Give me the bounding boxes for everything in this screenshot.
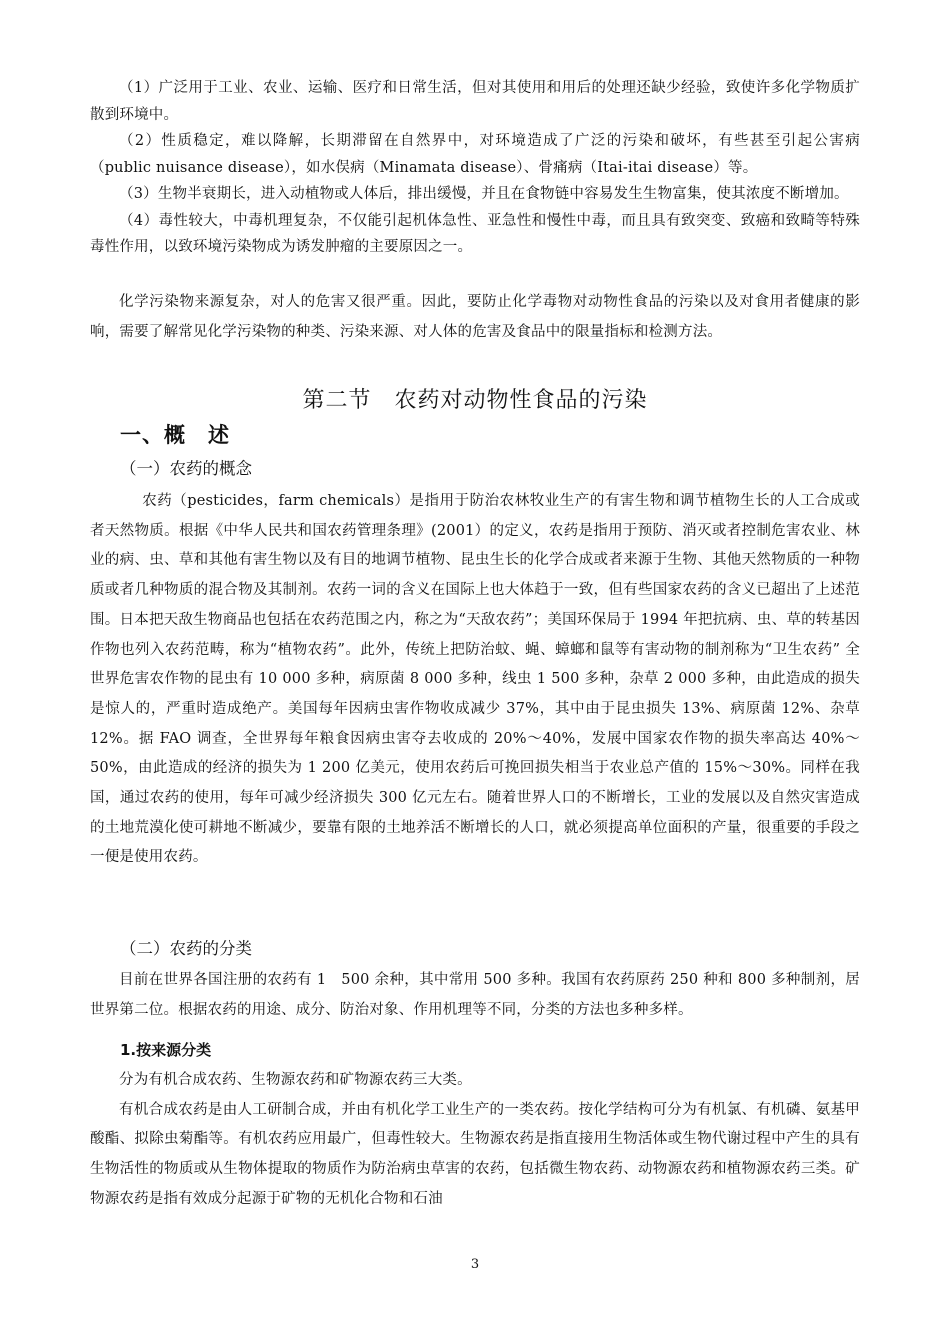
subheading-concept: （一）农药的概念 (120, 459, 252, 478)
page-number: 3 (470, 1257, 480, 1272)
classification-paragraph: 目前在世界各国注册的农药有 1 500 余种，其中常用 500 多种。我国有农药原药 250 种和 800 多种制剂，居世界第二位。根据农药的用途、成分、防治对象、作用机理等不同，分类的方法也多种多样。 (90, 972, 860, 1018)
intro-block (90, 288, 860, 347)
list-item: （2）性质稳定，难以降解，长期滞留在自然界中，对环境造成了广泛的污染和破坏，有些甚至引起公害病（public nuisance disease），如水俣病（Minamata disease）、骨痛病（Itai-itai disease）等。 (90, 133, 860, 176)
list-item: （3）生物半衰期长，进入动植物或人体后，排出缓慢，并且在食物链中容易发生生物富集，使其浓度不断增加。 (119, 186, 849, 202)
feature-list (90, 75, 860, 261)
list-item: （1）广泛用于工业、农业、运输、医疗和日常生活，但对其使用和用后的处理还缺少经验，致使许多化学物质扩散到环境中。 (90, 80, 860, 123)
list-item: （4）毒性较大，中毒机理复杂，不仅能引起机体急性、亚急性和慢性中毒，而且具有致突变、致癌和致畸等特殊毒性作用，以致环境污染物成为诱发肿瘤的主要原因之一。 (90, 212, 860, 255)
concept-block (90, 487, 860, 873)
source-block (90, 1066, 860, 1215)
heading-overview: 一、概 述 (120, 423, 230, 447)
classification-block (90, 966, 860, 1025)
concept-paragraph: 农药（pesticides，farm chemicals）是指用于防治农林牧业生产的有害生物和调节植物生长的人工合成或者天然物质。根据《中华人民共和国农药管理条理》(2001）的定义，农药是指用于预防、消灭或者控制危害农业、林业的病、虫、草和其他有害生物以及有目的地调节植物、昆虫生长的化学合成或者来源于生物、其他天然物质的一种物质或者几种物质的混合物及其制剂。农药一词的含义在国际上也大体趋于一致，但有些国家农药的含义已超出了上述范围。日本把天敌生物商品也包括在农药范围之内，称之为“天敌农药”；美国环保局于 1994 年把抗病、虫、草的转基因作物也列入农药范畴，称为“植物农药”。此外，传统上把防治蚊、蝇、蟑螂和鼠等有害动物的制剂称为“卫生农药” 全世界危害农作物的昆虫有 10 000 多种，病原菌 8 000 多种，线虫 1 500 多种，杂草 2 000 多种，由此造成的损失是惊人的，严重时造成绝产。美国每年因病虫害作物收成减少 37%，其中由于昆虫损失 13%、病原菌 12%、杂草 12%。据 FAO 调查，全世界每年粮食因病虫害夺去收成的 20%～40%，发展中国家农作物的损失率高达 40%～50%，由此造成的经济的损失为 1 200 亿美元，使用农药后可挽回损失相当于农业总产值的 15%～30%。同样在我国，通过农药的使用，每年可减少经济损失 300 亿元左右。随着世界人口的不断增长，工业的发展以及自然灾害造成的土地荒漠化使可耕地不断减少，要靠有限的土地养活不断增长的人口，就必须提高单位面积的产量，很重要的手段之一便是使用农药。 (90, 493, 860, 866)
section-title: 第二节 农药对动物性食品的污染 (302, 388, 648, 413)
source-paragraph: 有机合成农药是由人工研制合成，并由有机化学工业生产的一类农药。按化学结构可分为有机氯、有机磷、氨基甲酸酯、拟除虫菊酯等。有机农药应用最广，但毒性较大。生物源农药是指直接用生物活体或生物代谢过程中产生的具有生物活性的物质或从生物体提取的物质作为防治病虫草害的农药，包括微生物农药、动物源农药和植物源农药三类。矿物源农药是指有效成分起源于矿物的无机化合物和石油 (90, 1101, 860, 1207)
subheading-by-source: 1.按来源分类 (120, 1041, 212, 1059)
subheading-classification: （二）农药的分类 (120, 939, 252, 958)
intro-paragraph: 化学污染物来源复杂，对人的危害又很严重。因此，要防止化学毒物对动物性食品的污染以及对食用者健康的影响，需要了解常见化学污染物的种类、污染来源、对人体的危害及食品中的限量指标和检测方法。 (90, 294, 860, 340)
source-paragraph: 分为有机合成农药、生物源农药和矿物源农药三大类。 (119, 1072, 472, 1088)
